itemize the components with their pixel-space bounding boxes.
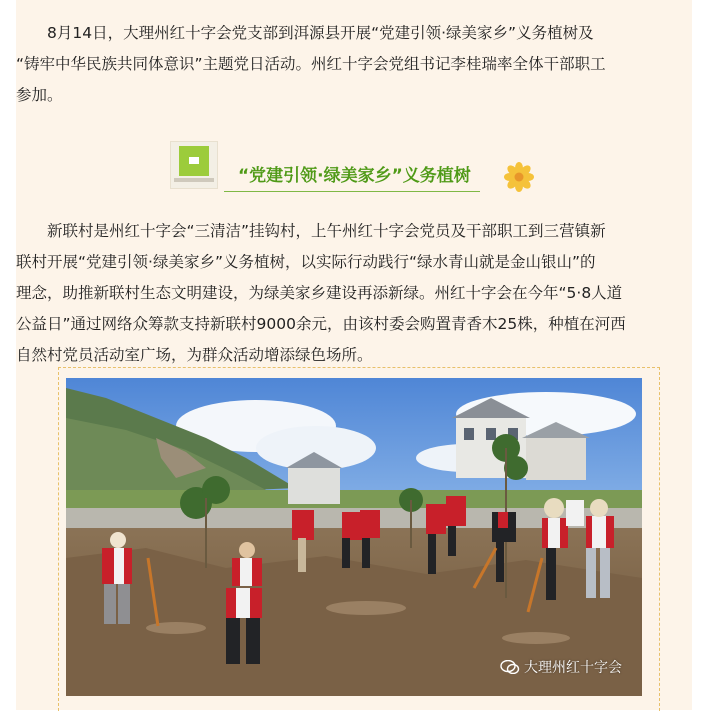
- body-line: 理念，助推新联村生态文明建设，为绿美家乡建设再添新绿。州红十字会在今年“5·8人道: [16, 284, 623, 302]
- intro-paragraph: [16, 18, 692, 111]
- section-underline: [224, 191, 480, 192]
- flower-icon: [504, 162, 534, 192]
- intro-line: 参加。: [16, 86, 63, 104]
- body-line: 新联村是州红十字会“三清洁”挂钩村，上午州红十字会党员及干部职工到三营镇新: [47, 222, 606, 240]
- tree-planting-photo[interactable]: [66, 378, 642, 696]
- left-margin: [0, 0, 16, 710]
- body-line: 自然村党员活动室广场，为群众活动增添绿色场所。: [16, 346, 373, 364]
- intro-line: “铸牢中华民族共同体意识”主题党日活动。州红十字会党组书记李桂瑞率全体干部职工: [16, 55, 606, 73]
- watermark-text: 大理州红十字会: [524, 660, 622, 676]
- wechat-icon: [500, 660, 520, 674]
- body-line: 联村开展“党建引领·绿美家乡”义务植树，以实际行动践行“绿水青山就是金山银山”的: [16, 253, 596, 271]
- photo-watermark: [500, 657, 622, 677]
- section-title: “党建引领·绿美家乡”义务植树: [238, 166, 471, 186]
- body-line: 公益日”通过网络众筹款支持新联村9000余元，由该村委会购置青香木25株，种植在河西: [16, 315, 626, 333]
- body-paragraph: [16, 216, 692, 371]
- intro-line: 8月14日，大理州红十字会党支部到洱源县开展“党建引领·绿美家乡”义务植树及: [47, 24, 594, 42]
- photo-illustration: [66, 378, 642, 696]
- wechat-account-logo-icon: [170, 141, 218, 189]
- section-header: [166, 141, 516, 195]
